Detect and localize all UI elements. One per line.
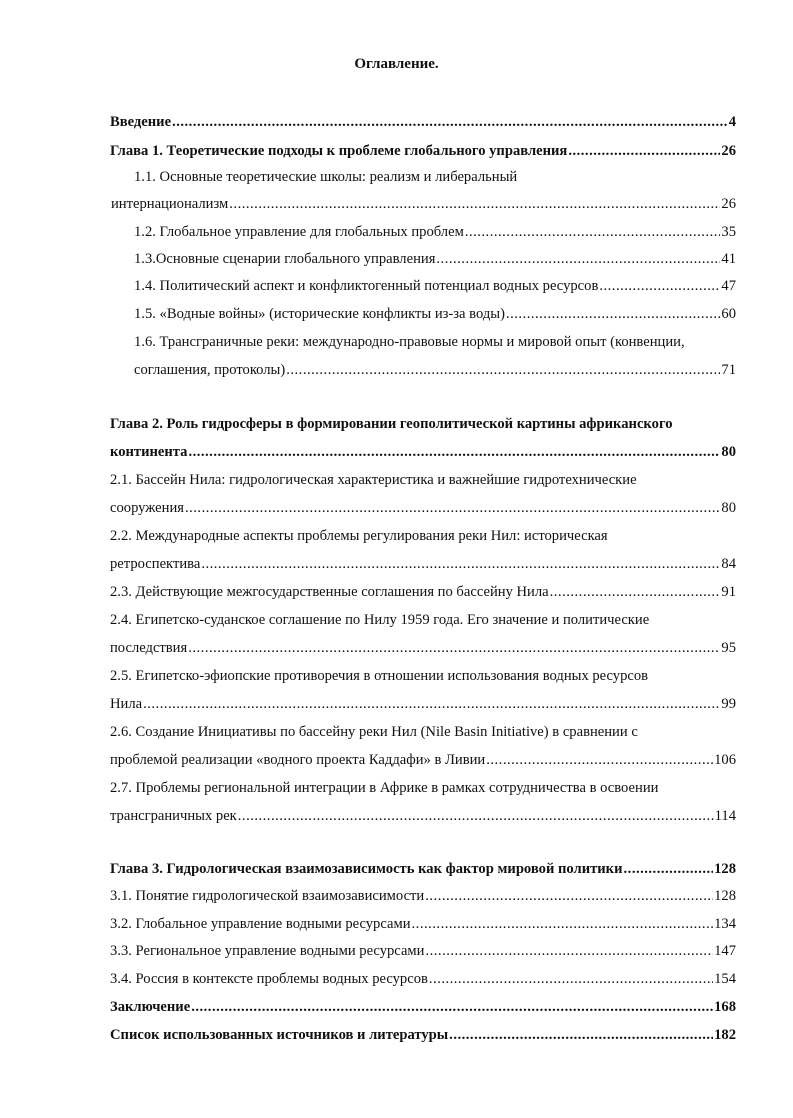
entry-text: Глава 1. Теоретические подходы к проблеме глобального управления (110, 143, 568, 159)
entry-text: трансграничных рек (110, 808, 237, 824)
entry-text: Глава 2. Роль гидросферы в формировании геополитической картины африканского (110, 416, 673, 432)
leader-dots (172, 113, 728, 131)
entry-page: 114 (714, 808, 736, 824)
toc-entry-1-6-line1 (134, 333, 736, 351)
toc-entry-2-3 (110, 583, 736, 601)
entry-page: 71 (721, 362, 736, 378)
toc-entry-1-5 (134, 305, 736, 323)
toc-entry-1-3 (134, 250, 736, 268)
toc-entry-2-4-line2 (110, 639, 736, 657)
entry-text: континента (110, 444, 188, 460)
entry-text: сооружения (110, 500, 184, 516)
entry-page: 128 (714, 861, 736, 877)
entry-text: 3.1. Понятие гидрологической взаимозависимости (110, 888, 425, 904)
entry-text: 2.7. Проблемы региональной интеграции в Африке в рамках сотрудничества в освоении (110, 780, 659, 796)
toc-entry-2-4-line1 (110, 611, 736, 629)
entry-text: 3.4. Россия в контексте проблемы водных ресурсов (110, 971, 428, 987)
entry-text: Список использованных источников и литературы (110, 1027, 449, 1043)
entry-page: 91 (721, 584, 736, 600)
entry-page: 35 (721, 224, 736, 240)
toc-entry-1-1-line1 (134, 168, 736, 186)
toc-entry-2-7-line2 (110, 807, 736, 825)
leader-dots (191, 998, 713, 1016)
entry-page: 26 (721, 196, 736, 212)
entry-page: 95 (721, 640, 736, 656)
entry-text: 3.2. Глобальное управление водными ресурсами (110, 916, 411, 932)
entry-text: 3.3. Региональное управление водными ресурсами (110, 943, 425, 959)
toc-entry-2-5-line2 (110, 695, 736, 713)
toc-entry-chapter-1 (110, 142, 736, 160)
toc-entry-2-5-line1 (110, 667, 736, 685)
entry-page: 99 (721, 696, 736, 712)
leader-dots (599, 277, 720, 295)
entry-page: 128 (714, 888, 736, 904)
toc-entry-2-6-line1 (110, 723, 736, 741)
entry-text: 1.5. «Водные войны» (исторические конфликты из-за воды) (134, 306, 505, 322)
toc-entry-chapter-3 (110, 860, 736, 878)
entry-text: интернационализм (111, 196, 229, 212)
entry-page: 154 (714, 971, 736, 987)
entry-page: 147 (714, 943, 736, 959)
entry-text: последствия (110, 640, 188, 656)
leader-dots (425, 887, 713, 905)
leader-dots (436, 250, 720, 268)
toc-entry-2-1-line2 (110, 499, 736, 517)
entry-text: 2.5. Египетско-эфиопские противоречия в отношении использования водных ресурсов (110, 668, 649, 684)
leader-dots (143, 695, 720, 713)
toc-entry-3-1 (110, 887, 736, 905)
entry-text: 1.4. Политический аспект и конфликтогенный потенциал водных ресурсов (134, 278, 599, 294)
leader-dots (486, 751, 713, 769)
toc-entry-chapter-2-line2 (110, 443, 736, 461)
entry-text: 2.6. Создание Инициативы по бассейну реки Нил (Nile Basin Initiative) в сравнении с (110, 724, 638, 740)
entry-page: 84 (721, 556, 736, 572)
toc-entry-2-2-line2 (110, 555, 736, 573)
entry-text: соглашения, протоколы) (134, 362, 286, 378)
entry-page: 106 (714, 752, 736, 768)
entry-page: 182 (714, 1027, 736, 1043)
toc-entry-3-4 (110, 970, 736, 988)
leader-dots (286, 361, 720, 379)
toc-entry-1-1-line2 (111, 195, 736, 213)
leader-dots (465, 223, 721, 241)
entry-text: Введение (110, 114, 172, 130)
leader-dots (229, 195, 720, 213)
entry-page: 134 (714, 916, 736, 932)
toc-entry-sources (110, 1026, 736, 1044)
entry-page: 26 (721, 143, 736, 159)
entry-text: 2.3. Действующие межгосударственные соглашения по бассейну Нила (110, 584, 549, 600)
entry-page: 41 (721, 251, 736, 267)
entry-text: 2.1. Бассейн Нила: гидрологическая характеристика и важнейшие гидротехнические (110, 472, 637, 488)
toc-entry-1-4 (134, 277, 736, 295)
entry-text: проблемой реализации «водного проекта Каддафи» в Ливии (110, 752, 486, 768)
page-title: Оглавление. (354, 56, 439, 72)
leader-dots (201, 555, 720, 573)
leader-dots (624, 860, 714, 878)
leader-dots (185, 499, 720, 517)
toc-entry-chapter-2-line1 (110, 415, 736, 433)
leader-dots (412, 915, 714, 933)
toc-entry-2-7-line1 (110, 779, 736, 797)
entry-text: 1.2. Глобальное управление для глобальных проблем (134, 224, 464, 240)
toc-entry-conclusion (110, 998, 736, 1016)
leader-dots (449, 1026, 713, 1044)
entry-text: 2.4. Египетско-суданское соглашение по Нилу 1959 года. Его значение и политические (110, 612, 650, 628)
leader-dots (238, 807, 714, 825)
leader-dots (506, 305, 720, 323)
leader-dots (188, 639, 720, 657)
toc-entry-1-2 (134, 223, 736, 241)
entry-page: 80 (721, 500, 736, 516)
toc-entry-3-3 (110, 942, 736, 960)
entry-text: 1.6. Трансграничные реки: международно-правовые нормы и мировой опыт (конвенции, (134, 334, 685, 350)
entry-page: 4 (728, 114, 736, 130)
entry-text: Заключение (110, 999, 191, 1015)
toc-entry-3-2 (110, 915, 736, 933)
entry-page: 168 (714, 999, 736, 1015)
entry-text: Нила (110, 696, 143, 712)
leader-dots (568, 142, 720, 160)
toc-entry-2-6-line2 (110, 751, 736, 769)
entry-page: 47 (721, 278, 736, 294)
toc-entry-2-1-line1 (110, 471, 736, 489)
leader-dots (429, 970, 713, 988)
entry-text: ретроспектива (110, 556, 201, 572)
toc-entry-intro (110, 113, 736, 131)
entry-text: Глава 3. Гидрологическая взаимозависимость как фактор мировой политики (110, 861, 623, 877)
entry-text: 2.2. Международные аспекты проблемы регулирования реки Нил: историческая (110, 528, 608, 544)
toc-entry-2-2-line1 (110, 527, 736, 545)
entry-text: 1.3.Основные сценарии глобального управления (134, 251, 436, 267)
leader-dots (188, 443, 720, 461)
leader-dots (425, 942, 713, 960)
leader-dots (550, 583, 721, 601)
toc-entry-1-6-line2 (134, 361, 736, 379)
entry-text: 1.1. Основные теоретические школы: реализм и либеральный (134, 169, 518, 185)
entry-page: 80 (721, 444, 736, 460)
entry-page: 60 (721, 306, 736, 322)
